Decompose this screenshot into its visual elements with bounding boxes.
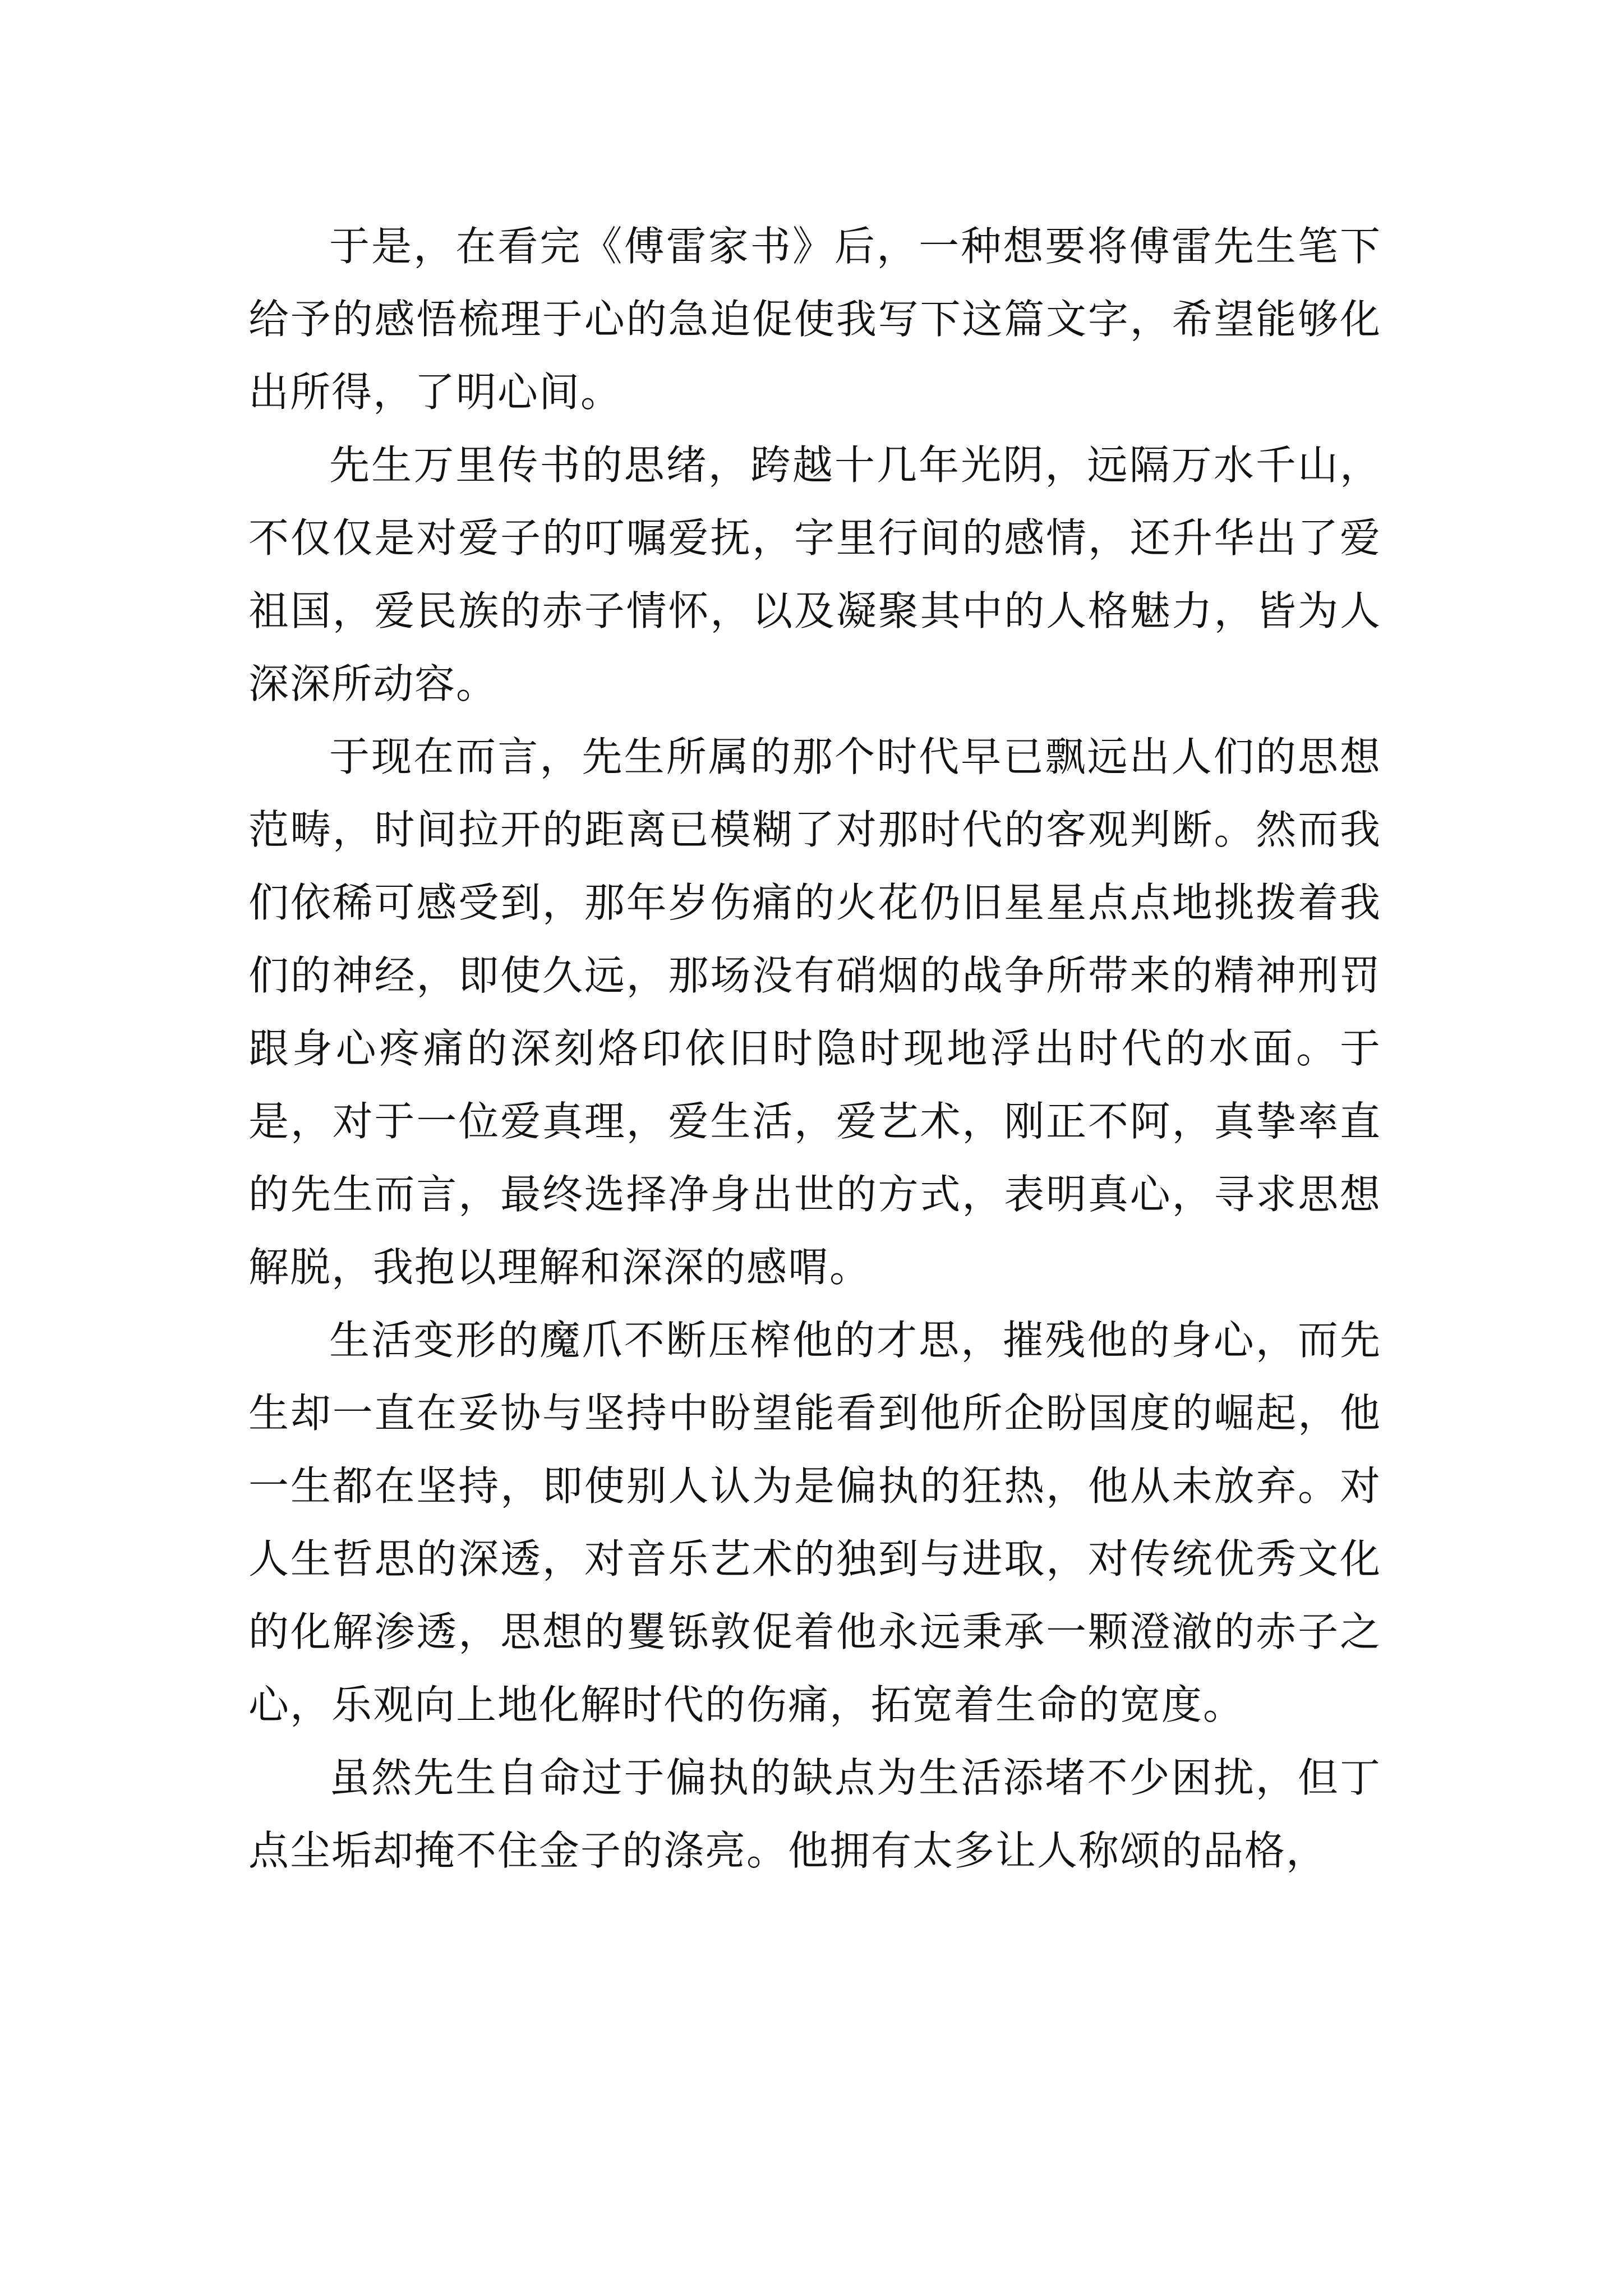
paragraph-1: 于是，在看完《傅雷家书》后，一种想要将傅雷先生笔下给予的感悟梳理于心的急迫促使我写下这篇文字，希望能够化出所得，了明心间。 (248, 223, 1381, 416)
paragraph-4: 生活变形的魔爪不断压榨他的才思，摧残他的身心，而先生却一直在妥协与坚持中盼望能看到他所企盼国度的崛起，他一生都在坚持，即使别人认为是偏执的狂热，他从未放弃。对人生哲思的深透，对音乐艺术的独到与进取，对传统优秀文化的化解渗透，思想的矍铄敦促着他永远秉承一颗澄澈的赤子之心，乐观向上地化解时代的伤痛，拓宽着生命的宽度。 (248, 1317, 1381, 1728)
paragraph-3: 于现在而言，先生所属的那个时代早已飘远出人们的思想范畴，时间拉开的距离已模糊了对那时代的客观判断。然而我们依稀可感受到，那年岁伤痛的火花仍旧星星点点地挑拨着我们的神经，即使久远，那场没有硝烟的战争所带来的精神刑罚跟身心疼痛的深刻烙印依旧时隐时现地浮出时代的水面。于是，对于一位爱真理，爱生活，爱艺术，刚正不阿，真挚率直的先生而言，最终选择净身出世的方式，表明真心，寻求思想解脱，我抱以理解和深深的感喟。 (248, 733, 1381, 1291)
paragraph-2: 先生万里传书的思绪，跨越十几年光阴，远隔万水千山，不仅仅是对爱子的叮嘱爱抚，字里行间的感情，还升华出了爱祖国，爱民族的赤子情怀，以及凝聚其中的人格魅力，皆为人深深所动容。 (248, 441, 1381, 707)
paragraph-5: 虽然先生自命过于偏执的缺点为生活添堵不少困扰，但丁点尘垢却掩不住金子的涤亮。他拥有太多让人称颂的品格， (248, 1754, 1381, 1874)
body-text (248, 210, 1381, 1887)
